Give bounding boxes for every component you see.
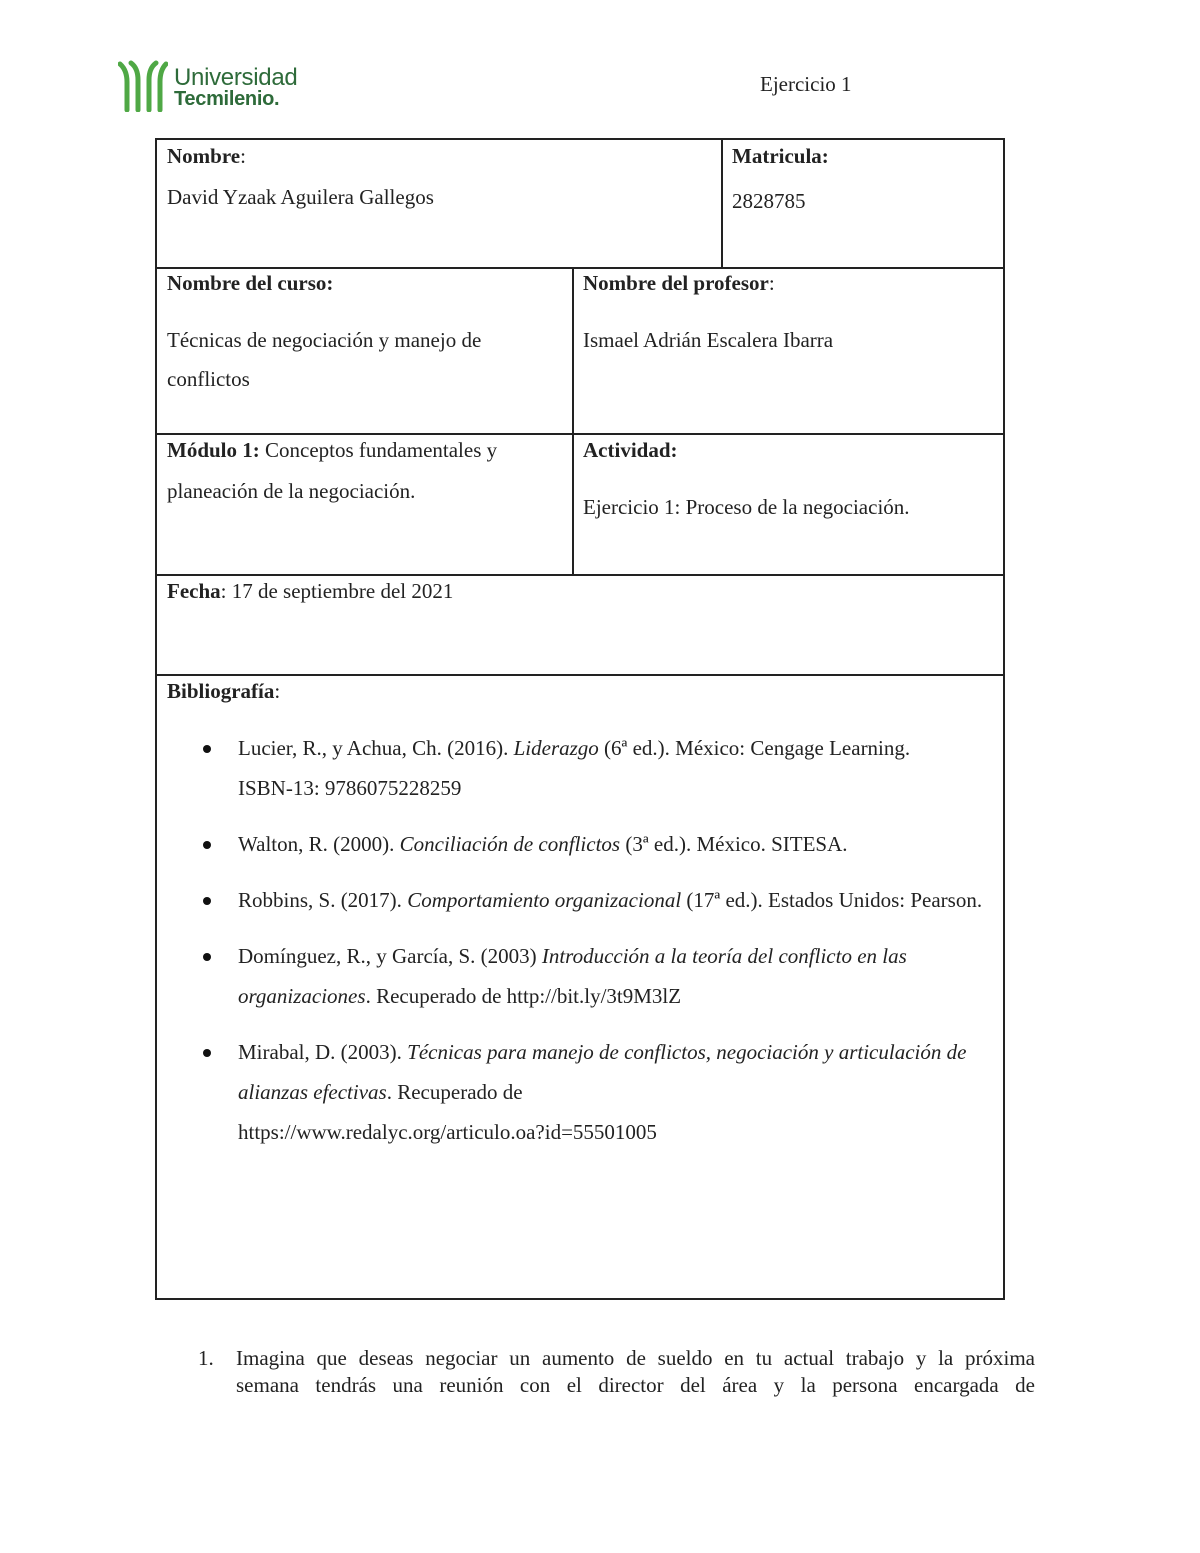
- student-info-table: [155, 138, 1005, 1300]
- reference-isbn: ISBN-13: 9786075228259: [238, 776, 462, 800]
- fecha-label: Fecha: [167, 579, 221, 603]
- page-header-title: Ejercicio 1: [760, 72, 852, 96]
- reference-details: (6ª ed.). México: Cengage Learning.: [598, 736, 911, 760]
- bibliography-item: [167, 1032, 997, 1152]
- row-divider: [157, 674, 1003, 676]
- bibliography-item: [167, 880, 997, 920]
- reference-url[interactable]: https://www.redalyc.org/articulo.oa?id=55501005: [238, 1120, 657, 1144]
- reference-authors: Robbins, S. (2017).: [238, 888, 408, 912]
- bibliography-item: [167, 728, 997, 808]
- nombre-cell: [167, 136, 246, 176]
- nombre-value: David Yzaak Aguilera Gallegos: [167, 185, 434, 209]
- reference-details: (3ª ed.). México. SITESA.: [620, 832, 848, 856]
- modulo-label: Módulo 1:: [167, 438, 260, 462]
- bullet-icon: [203, 897, 211, 905]
- nombre-separator: :: [240, 144, 246, 168]
- modulo-cell: [167, 430, 497, 470]
- column-divider: [572, 267, 574, 574]
- column-divider: [721, 140, 723, 267]
- reference-authors: Domínguez, R., y García, S. (2003): [238, 944, 542, 968]
- profesor-label: Nombre del profesor: [583, 271, 769, 295]
- reference-title: Técnicas para manejo de conflictos, negociación y articulación de alianzas efectivas: [238, 1040, 967, 1104]
- bibliography-list: [167, 728, 997, 1168]
- modulo-value-line1: Conceptos fundamentales y: [259, 438, 498, 462]
- question-1: [200, 1345, 1035, 1399]
- tecmilenio-leaf-icon: [118, 60, 168, 112]
- bibliografia-label: Bibliografía: [167, 679, 275, 703]
- profesor-cell: [583, 263, 775, 303]
- nombre-label: Nombre: [167, 144, 241, 168]
- curso-label: Nombre del curso:: [167, 271, 334, 295]
- bullet-icon: [203, 1049, 211, 1057]
- modulo-value-line2: planeación de la negociación.: [167, 479, 416, 503]
- matricula-value: 2828785: [732, 189, 806, 213]
- profesor-value: Ismael Adrián Escalera Ibarra: [583, 328, 834, 352]
- fecha-cell: [167, 571, 453, 611]
- reference-title: Liderazgo: [513, 736, 599, 760]
- bullet-icon: [203, 841, 211, 849]
- actividad-value: Ejercicio 1: Proceso de la negociación.: [583, 495, 910, 519]
- reference-title: Introducción a la teoría del conflicto en las organizaciones: [238, 944, 907, 1008]
- reference-link[interactable]: . Recuperado de http://bit.ly/3t9M3lZ: [365, 984, 682, 1008]
- bullet-icon: [203, 953, 211, 961]
- profesor-separator: :: [768, 271, 775, 295]
- curso-value-line1: Técnicas de negociación y manejo de: [167, 328, 482, 352]
- reference-details: . Recuperado de: [386, 1080, 523, 1104]
- university-logo: [118, 60, 318, 116]
- reference-authors: Mirabal, D. (2003).: [238, 1040, 408, 1064]
- question-text-line1: Imagina que deseas negociar un aumento de sueldo en tu actual trabajo y la próxima: [236, 1346, 1035, 1370]
- question-text-line2: semana tendrás una reunión con el director del área y la persona encargada de: [236, 1373, 1035, 1397]
- curso-value-line2: conflictos: [167, 367, 250, 391]
- bibliography-item: [167, 824, 997, 864]
- reference-title: Conciliación de conflictos: [399, 832, 621, 856]
- bibliografia-heading: [167, 671, 280, 711]
- reference-details: (17ª ed.). Estados Unidos: Pearson.: [681, 888, 983, 912]
- bibliography-item: [167, 936, 997, 1016]
- bullet-icon: [203, 745, 211, 753]
- fecha-value: : 17 de septiembre del 2021: [220, 579, 454, 603]
- reference-authors: Lucier, R., y Achua, Ch. (2016).: [238, 736, 514, 760]
- matricula-label: Matricula:: [732, 144, 829, 168]
- logo-universidad-text: Universidad: [174, 64, 298, 91]
- bibliografia-separator: :: [274, 679, 281, 703]
- question-number: 1.: [198, 1346, 214, 1370]
- reference-title: Comportamiento organizacional: [407, 888, 682, 912]
- reference-authors: Walton, R. (2000).: [238, 832, 400, 856]
- logo-tecmilenio-text: Tecmilenio.: [174, 88, 280, 110]
- actividad-label: Actividad:: [583, 438, 678, 462]
